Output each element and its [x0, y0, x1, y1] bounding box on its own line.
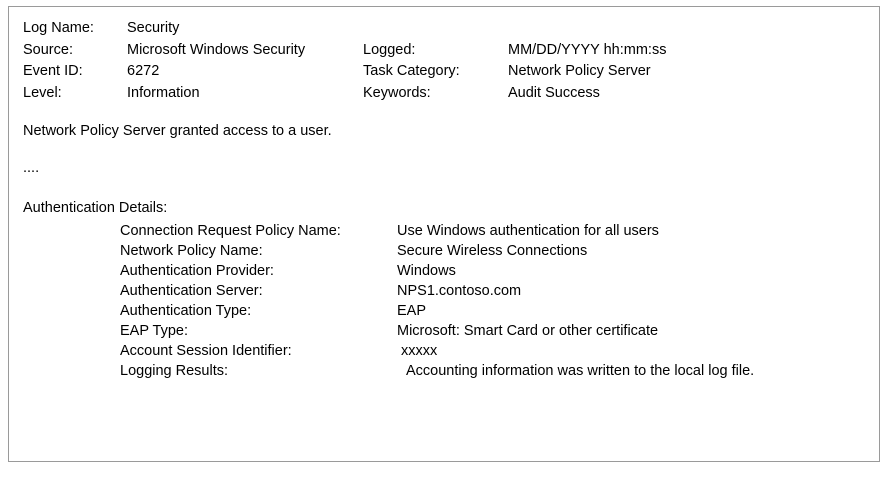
event-ellipsis: .... — [23, 159, 40, 176]
detail-value-authentication-provider: Windows — [397, 262, 456, 279]
field-label-logged: Logged: — [363, 41, 416, 58]
detail-label-authentication-type: Authentication Type: — [120, 302, 252, 319]
event-details-panel — [8, 6, 880, 462]
detail-value-authentication-type: EAP — [397, 302, 427, 319]
detail-label-authentication-server: Authentication Server: — [120, 282, 263, 299]
field-value-keywords: Audit Success — [508, 84, 600, 101]
field-label-log-name: Log Name: — [23, 20, 94, 36]
authentication-details-list — [23, 224, 869, 379]
event-description: Network Policy Server granted access to a user. — [23, 123, 332, 139]
detail-value-eap-type: Microsoft: Smart Card or other certificate — [397, 322, 659, 339]
detail-label-authentication-provider: Authentication Provider: — [120, 262, 274, 279]
detail-value-network-policy-name: Secure Wireless Connections — [397, 242, 588, 259]
field-value-event-id: 6272 — [127, 63, 160, 79]
field-value-task-category: Network Policy Server — [508, 63, 651, 79]
detail-label-connection-request-policy-name: Connection Request Policy Name: — [120, 222, 341, 239]
detail-label-eap-type: EAP Type: — [120, 322, 188, 339]
event-header-fields — [23, 21, 869, 100]
field-label-event-id: Event ID: — [23, 63, 83, 79]
detail-label-logging-results: Logging Results: — [120, 362, 229, 379]
field-label-keywords: Keywords: — [363, 84, 431, 101]
detail-label-account-session-identifier: Account Session Identifier: — [120, 342, 292, 359]
field-value-level: Information — [127, 84, 200, 101]
detail-value-logging-results: Accounting information was written to the local log file. — [406, 362, 755, 379]
field-label-task-category: Task Category: — [363, 63, 460, 79]
detail-label-network-policy-name: Network Policy Name: — [120, 242, 263, 259]
field-label-source: Source: — [23, 41, 73, 58]
detail-value-connection-request-policy-name: Use Windows authentication for all users — [397, 222, 659, 239]
field-label-level: Level: — [23, 84, 62, 101]
detail-value-authentication-server: NPS1.contoso.com — [397, 282, 522, 299]
authentication-details-title: Authentication Details: — [23, 200, 168, 216]
field-value-source: Microsoft Windows Security — [127, 41, 306, 58]
event-content — [9, 21, 879, 378]
detail-value-account-session-identifier: xxxxx — [401, 342, 438, 359]
field-value-logged: MM/DD/YYYY hh:mm:ss — [508, 41, 667, 58]
field-value-log-name: Security — [127, 20, 180, 36]
